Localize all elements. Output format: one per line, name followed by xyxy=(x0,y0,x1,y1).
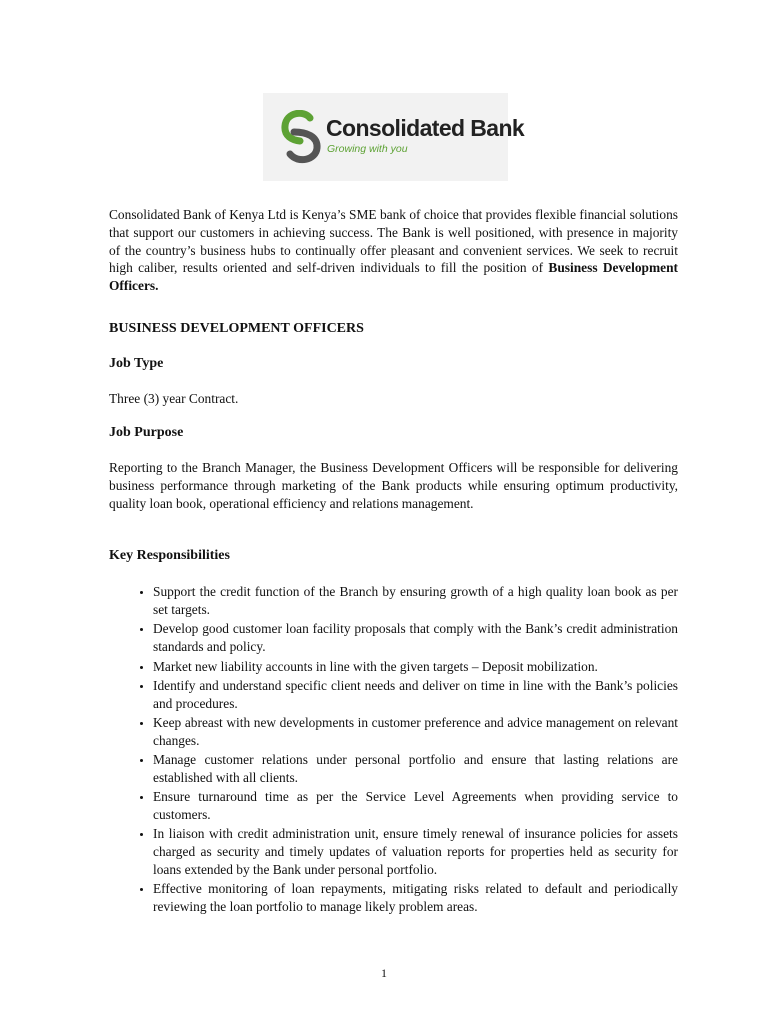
job-type-value: Three (3) year Contract. xyxy=(109,390,239,406)
responsibilities-heading: Key Responsibilities xyxy=(109,547,230,563)
page-number: 1 xyxy=(381,966,387,980)
intro-position-bold: Business Development Officers. xyxy=(109,260,678,294)
list-item: • Develop good customer loan facility proposals that comply with the Bank’s credit administration standards and policy. xyxy=(153,620,678,656)
job-type-heading: Job Type xyxy=(109,355,164,371)
consolidated-bank-logo-icon xyxy=(280,110,324,164)
logo-bank-name: Consolidated Bank xyxy=(326,115,525,141)
job-purpose-heading: Job Purpose xyxy=(109,425,184,441)
list-item: • Market new liability accounts in line with the given targets – Deposit mobilization. xyxy=(153,658,678,676)
responsibilities-list xyxy=(109,583,678,915)
intro-text: Consolidated Bank of Kenya Ltd is Kenya’s SME bank of choice that provides flexible financial solutions that support our customers in achieving success. The Bank is well positioned, with presence in majority of the country’s business hubs to continually offer pleasant and convenient services. We seek to recruit high caliber, results oriented and self-driven individuals to fill the position of xyxy=(109,207,678,276)
list-item: • Keep abreast with new developments in customer preference and advice management on relevant changes. xyxy=(153,714,678,750)
list-item: • Support the credit function of the Branch by ensuring growth of a high quality loan book as per set targets. xyxy=(153,583,678,619)
list-item: • In liaison with credit administration unit, ensure timely renewal of insurance policies for assets charged as security and timely updates of valuation reports for properties held as security for loans extended by the Bank under personal portfolio. xyxy=(153,825,678,878)
list-item: • Effective monitoring of loan repayments, mitigating risks related to default and periodically reviewing the loan portfolio to manage likely problem areas. xyxy=(153,880,678,916)
job-purpose-text: Reporting to the Branch Manager, the Business Development Officers will be responsible for delivering business performance through marketing of the Bank products while ensuring optimum productivity, quality loan book, operational efficiency and relations management. xyxy=(109,460,678,511)
list-item: • Ensure turnaround time as per the Service Level Agreements when providing service to customers. xyxy=(153,788,678,824)
list-item: • Identify and understand specific client needs and deliver on time in line with the Bank’s policies and procedures. xyxy=(153,677,678,713)
intro-paragraph xyxy=(109,206,678,295)
page-title: BUSINESS DEVELOPMENT OFFICERS xyxy=(109,320,364,336)
list-item: • Manage customer relations under personal portfolio and ensure that lasting relations are established with all clients. xyxy=(153,751,678,787)
logo-tagline: Growing with you xyxy=(327,143,408,155)
job-advert-body xyxy=(109,206,678,917)
bank-logo xyxy=(263,93,525,181)
